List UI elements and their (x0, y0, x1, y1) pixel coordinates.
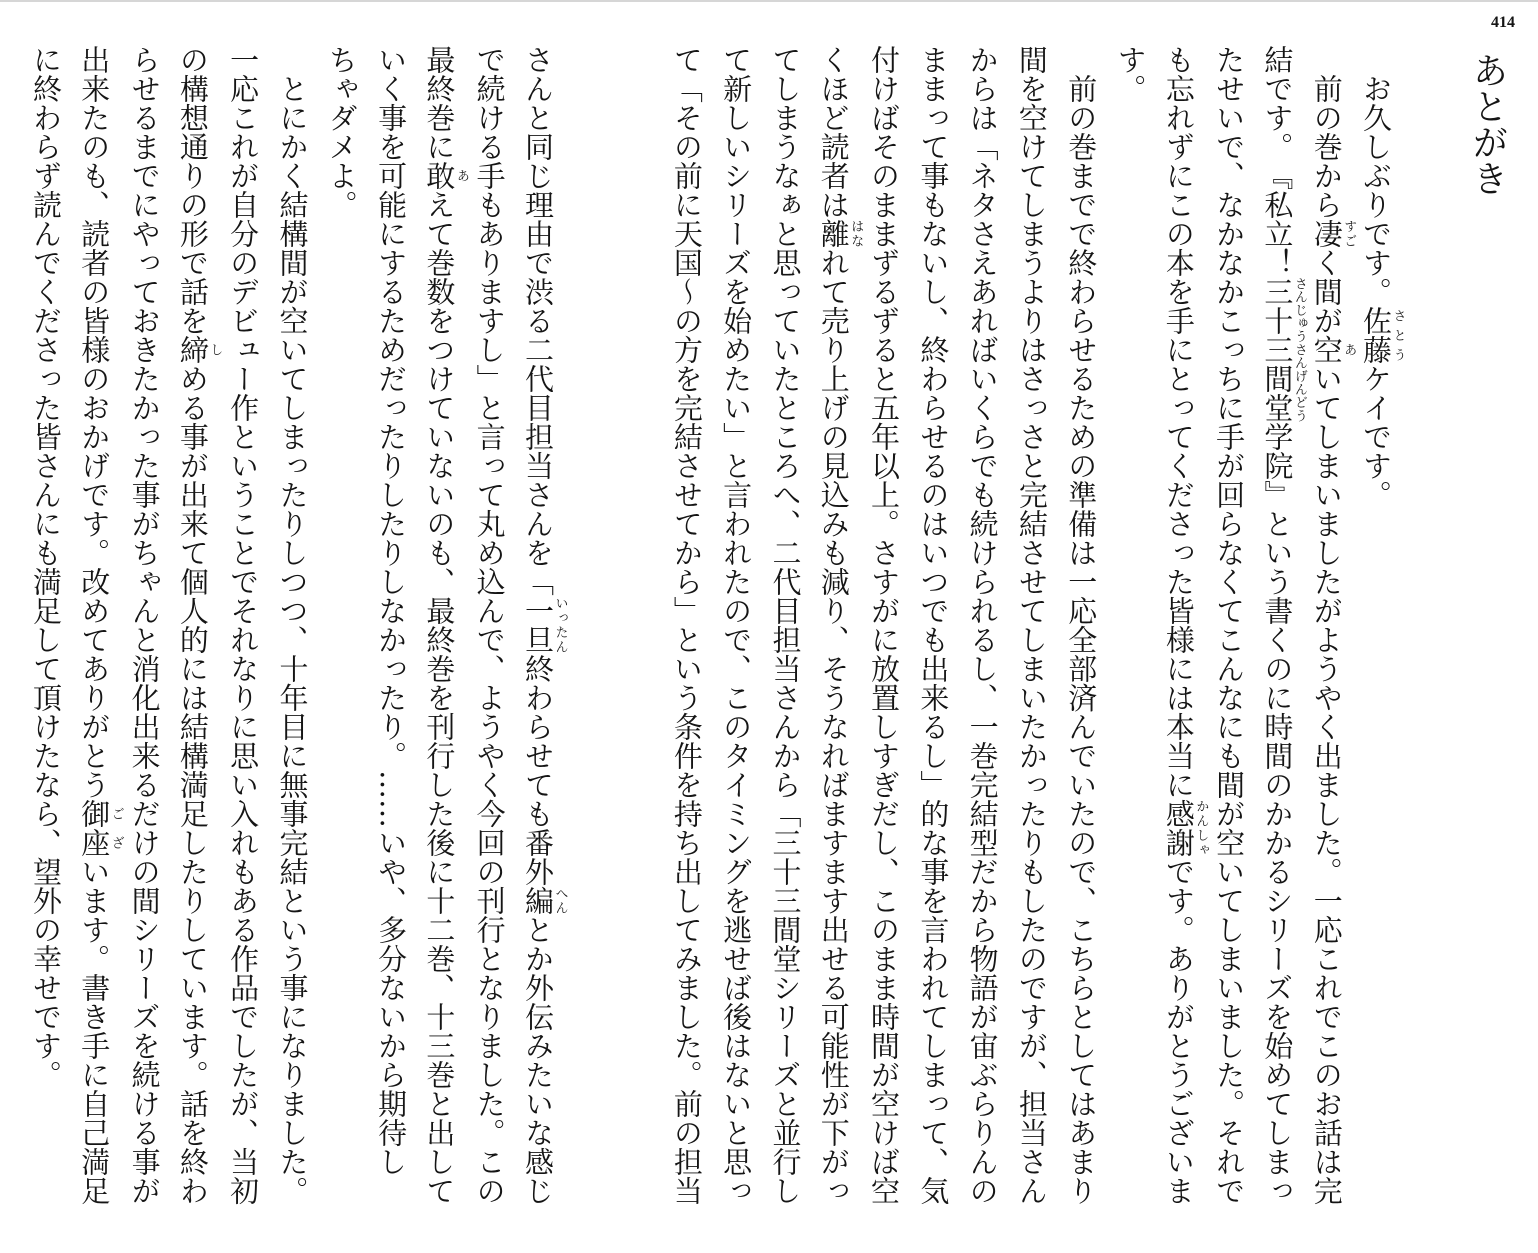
text-column (1011, 45, 1060, 1225)
text-column (1208, 45, 1257, 1225)
ruby-word (77, 799, 124, 857)
text-run: てしまうなぁと思っていたところへ、二代目担当さんから「三十三間堂シリーズと並行し (768, 45, 803, 1205)
ruby-word (175, 335, 223, 364)
text-column (370, 45, 419, 1225)
ruby-word (422, 161, 469, 190)
text-column (25, 45, 74, 1225)
afterword-title: あとがき (1467, 52, 1508, 196)
text-run: さんと同じ理由で渋る二代目担当さんを「 (520, 45, 555, 596)
ruby-base: 空 (1309, 335, 1344, 364)
text-run: いてしまいましたがようやく出ました。一応これでこのお話は完 (1309, 364, 1344, 1205)
text-column (222, 45, 271, 1225)
text-column (863, 45, 912, 1225)
text-run: て「その前に天国〜の方を完結させてから」という条件を持ち出してみました。前の担当 (669, 45, 704, 1205)
text-run: で続ける手もありますし」と言って丸め込んで、ようやく今回の刊行となりました。この (472, 45, 507, 1205)
ruby-reading: すご (1341, 219, 1357, 248)
ruby-word (1359, 306, 1406, 364)
text-column (961, 45, 1010, 1225)
text-column (419, 45, 468, 1225)
text-run: ままって事もないし、終わらせるのはいつでも出来るし」的な事を言われてしまって、気 (916, 45, 951, 1205)
ruby-word (816, 219, 864, 248)
ruby-base: 締 (175, 335, 210, 364)
text-column (715, 45, 764, 1225)
text-run: たせいで、なかなかこっちに手が回らなくてこんなにも間が空いてしまいました。それで (1212, 45, 1247, 1205)
ruby-reading: し (207, 335, 223, 364)
ruby-base: 一旦 (520, 596, 555, 654)
text-run: める事が出来て個人的には結構満足したりしています。話を終わ (175, 364, 210, 1205)
ruby-word (1309, 219, 1357, 248)
top-border (0, 0, 1538, 2)
text-run: 前の巻から (1309, 45, 1344, 219)
text-run: いく事を可能にするためだったりしたりしなかったり。……いや、多分ないから期待し (374, 45, 409, 1176)
text-column (271, 45, 320, 1225)
text-run: 最終巻に (422, 45, 457, 161)
ruby-base: 御座 (77, 799, 112, 857)
text-run: 終わらせても番外 (520, 654, 555, 886)
ruby-word (1309, 335, 1357, 364)
text-column (666, 45, 715, 1225)
text-run: て新しいシリーズを始めたい」と言われたので、このタイミングを逃せば後はないと思っ (719, 45, 754, 1205)
ruby-base: 感謝 (1161, 799, 1196, 857)
text-run: れて売り上げの見込みも減り、そうなればますます出せる可能性が下がっ (816, 248, 851, 1205)
text-run: 間を空けてしまうよりはさっさと完結させてしまいたかったりもしたのですが、担当さん (1014, 45, 1049, 1205)
page-number: 414 (1491, 14, 1515, 31)
ruby-reading: あ (453, 161, 469, 190)
ruby-base: 三十三間堂 (1260, 277, 1295, 422)
ruby-reading: へん (552, 886, 568, 915)
text-run: らせるまでにやっておきたかった事がちゃんと消化出来るだけの間シリーズを続ける事が (127, 45, 162, 1205)
text-column (468, 45, 517, 1225)
ruby-reading: かんしゃ (1193, 799, 1209, 857)
text-run: く間が (1309, 248, 1344, 335)
text-run: 一応これが自分のデビュー作ということでそれなりに思い入れもある作品でしたが、当初 (226, 45, 261, 1205)
text-run: えて巻数をつけていないのも、最終巻を刊行した後に十二巻、十三巻と出して (422, 190, 457, 1205)
text-column (123, 45, 172, 1225)
text-run: の構想通りの形で話を (175, 45, 210, 335)
text-run: います。書き手に自己満足 (77, 857, 112, 1205)
text-column (912, 45, 961, 1225)
text-run: お久しぶりです。 (1359, 45, 1393, 306)
afterword-body (25, 45, 1405, 1225)
text-column (74, 45, 123, 1225)
text-run: 結です。『私立！ (1260, 45, 1295, 277)
text-column (1257, 45, 1306, 1225)
ruby-reading: さとう (1390, 306, 1406, 364)
text-column (1060, 45, 1109, 1225)
text-run: ちゃダメよ。 (324, 45, 359, 219)
ruby-word (520, 886, 568, 915)
text-run: 前の巻までで終わらせるための準備は一応全部済んでいたので、こちらとしてはあまり (1064, 45, 1099, 1205)
ruby-word (1161, 799, 1209, 857)
ruby-reading: あ (1341, 335, 1357, 364)
text-column (1356, 45, 1405, 1225)
ruby-base: 離 (816, 219, 851, 248)
text-run: からは「ネタさえあればいくらでも続けられるし、一巻完結型だから物語が宙ぶらりんの (965, 45, 1000, 1205)
ruby-base: 佐藤 (1359, 306, 1393, 364)
ruby-reading: いったん (552, 596, 568, 654)
text-column (1306, 45, 1355, 1225)
ruby-reading: はな (848, 219, 864, 248)
text-run: も忘れずにこの本を手にとってくださった皆様には本当に (1161, 45, 1196, 799)
ruby-base: 敢 (422, 161, 457, 190)
text-run: 出来たのも、読者の皆様のおかげです。改めてありがとう (77, 45, 112, 799)
ruby-word (1260, 277, 1307, 422)
text-run: ケイです。 (1359, 364, 1393, 509)
text-run: に終わらず読んでくださった皆さんにも満足して頂けたなら、望外の幸せです。 (28, 45, 63, 1089)
text-run: 学院』という書くのに時間のかかるシリーズを始めてしまっ (1260, 422, 1295, 1205)
ruby-reading: さんじゅうさんげんどう (1291, 277, 1307, 422)
text-run: くほど読者は (816, 45, 851, 219)
text-run: とか外伝みたいな感じ (520, 915, 555, 1205)
text-run: です。ありがとうございま (1161, 857, 1196, 1205)
text-column (518, 45, 567, 1225)
ruby-base: 凄 (1309, 219, 1344, 248)
text-run: とにかく結構間が空いてしまったりしつつ、十年目に無事完結という事になりました。 (275, 45, 310, 1205)
text-run: す。 (1113, 45, 1148, 103)
text-run: 付けばそのままずるずると五年以上。さすがに放置しすぎだし、このまま時間が空けば空 (867, 45, 902, 1205)
ruby-reading: ござ (108, 799, 124, 857)
text-column (764, 45, 813, 1225)
ruby-word (520, 596, 568, 654)
ruby-base: 編 (520, 886, 555, 915)
